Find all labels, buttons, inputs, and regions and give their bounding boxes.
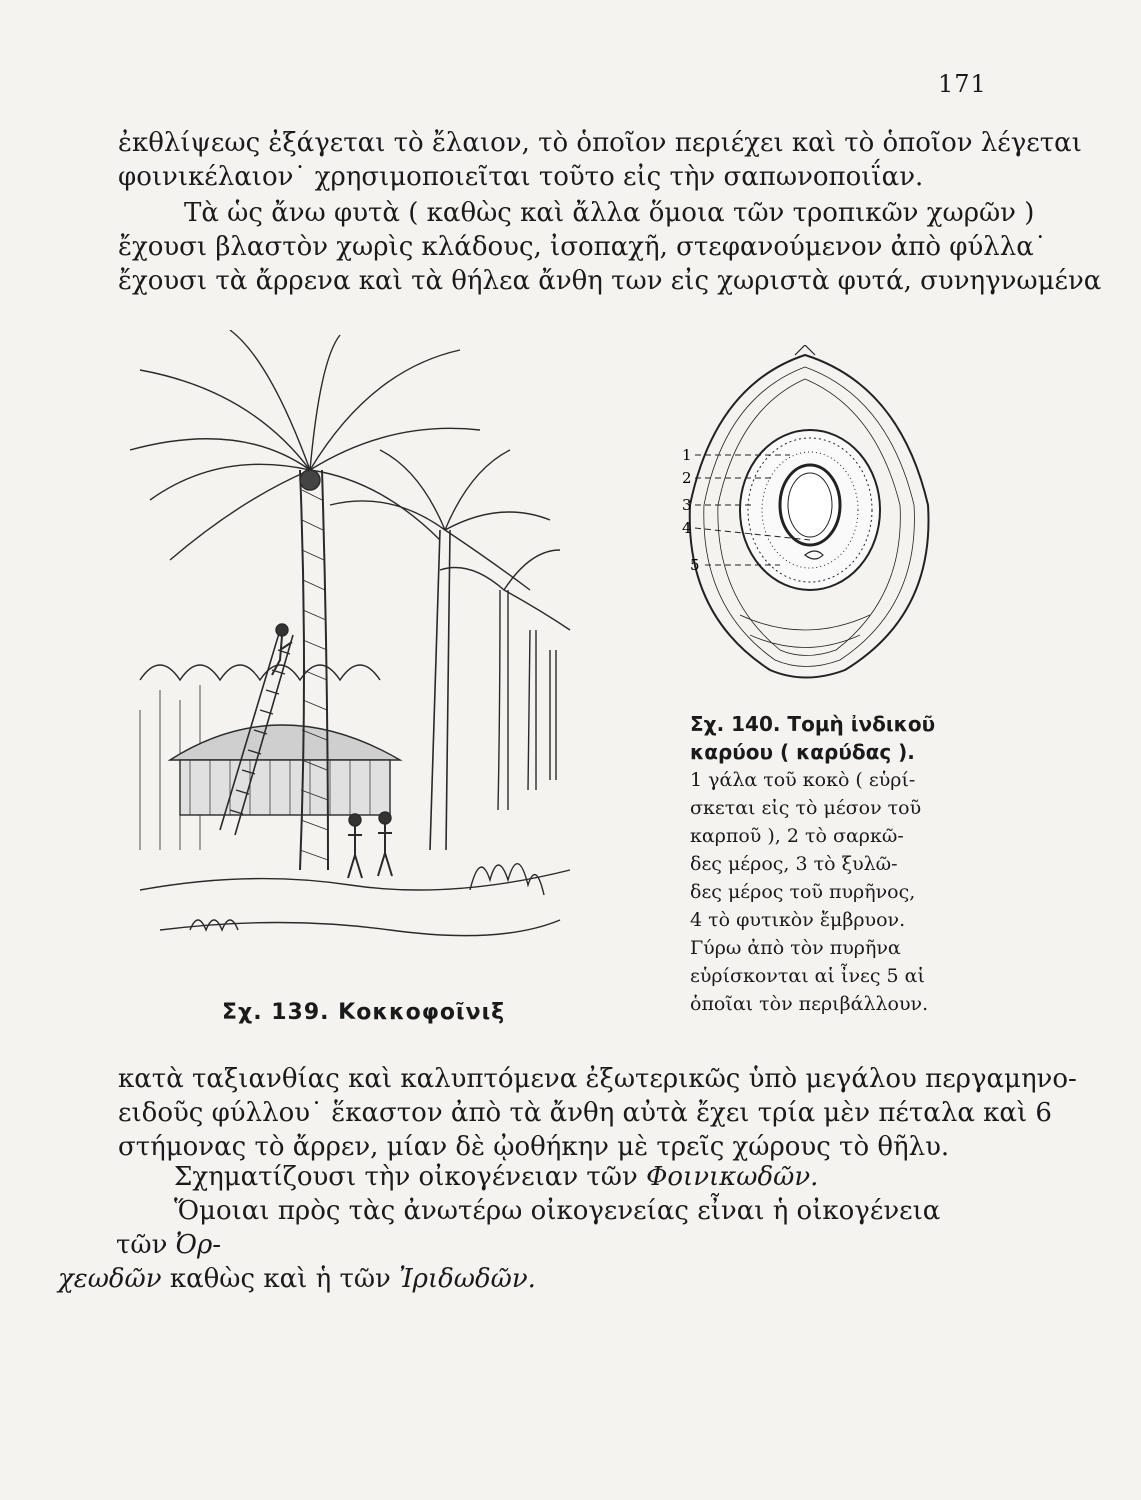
paragraph-2 — [118, 196, 1102, 298]
caption-line: 4 τὸ φυτικὸν ἔμβρυον. — [690, 909, 906, 931]
palm-tree-illustration — [130, 330, 580, 980]
text-run: Σχηματίζουσι τὴν οἰκογένειαν τῶν — [174, 1162, 647, 1192]
coconut-label-3: 3 — [682, 496, 692, 514]
caption-line: 1 γάλα τοῦ κοκὸ ( εὑρί- — [690, 769, 916, 791]
coconut-label-2: 2 — [682, 469, 692, 487]
text-run: Ὅμοιαι πρὸς τὰς ἀνωτέρω οἰκογενείας εἶναι ἡ οἰκογένεια τῶν — [116, 1196, 941, 1260]
caption-line: δες μέρος, 3 τὸ ξυλῶ- — [690, 853, 898, 875]
figure-139-caption: Σχ. 139. Κοκκοφοῖνιξ — [222, 1000, 506, 1025]
text-line: ἔχουσι τὰ ἄρρενα καὶ τὰ θήλεα ἄνθη των εἰς χωριστὰ φυτά, συνηγνωμένα — [118, 266, 1102, 296]
text-run: καθὼς καὶ ἡ τῶν — [161, 1264, 400, 1294]
coconut-label-4: 4 — [682, 519, 692, 537]
text-line: ειδοῦς φύλλου˙ ἕκαστον ἀπὸ τὰ ἄνθη αὐτὰ ἔχει τρία μὲν πέταλα καὶ 6 — [118, 1098, 1052, 1128]
family-name: Φοινικωδῶν. — [646, 1162, 819, 1192]
coconut-label-1: 1 — [682, 446, 692, 464]
page-number: 171 — [938, 70, 987, 98]
figure-140-caption — [690, 710, 950, 1018]
caption-line: σκεται εἰς τὸ μέσον τοῦ — [690, 797, 922, 819]
caption-line: δες μέρος τοῦ πυρῆνος, — [690, 881, 916, 903]
paragraph-1 — [118, 126, 1082, 194]
text-line: στήμονας τὸ ἄρρεν, μίαν δὲ ᾠοθήκην μὲ τρεῖς χώρους τὸ θῆλυ. — [118, 1132, 950, 1162]
paragraph-3 — [118, 1062, 1077, 1164]
coconut-label-5: 5 — [690, 556, 700, 574]
text-line: ἐκθλίψεως ἐξάγεται τὸ ἔλαιον, τὸ ὁποῖον περιέχει καὶ τὸ ὁποῖον λέγεται — [118, 128, 1082, 158]
figure-140-title-cont: καρύου ( καρύδας ). — [690, 740, 915, 764]
text-line: κατὰ ταξιανθίας καὶ καλυπτόμενα ἐξωτερικῶς ὑπὸ μεγάλου περγαμηνο- — [118, 1064, 1077, 1094]
figure-140-title: Σχ. 140. Τομὴ ἰνδικοῦ — [690, 712, 936, 736]
caption-line: Γύρω ἀπὸ τὸν πυρῆνα — [690, 937, 901, 959]
text-line: φοινικέλαιον˙ χρησιμοποιεῖται τοῦτο εἰς τὴν σαπωνοποιΐαν. — [118, 162, 924, 192]
coconut-section-illustration — [660, 345, 950, 685]
family-name: Ἰριδωδῶν. — [399, 1264, 536, 1294]
paragraph-5 — [58, 1194, 976, 1296]
family-name: Ὀρ- — [175, 1230, 222, 1260]
caption-line: εὑρίσκονται αἱ ἶνες 5 αἱ — [690, 965, 925, 987]
caption-line: καρποῦ ), 2 τὸ σαρκῶ- — [690, 825, 904, 847]
text-line: Τὰ ὡς ἄνω φυτὰ ( καθὼς καὶ ἄλλα ὅμοια τῶν τροπικῶν χωρῶν ) — [184, 198, 1035, 228]
text-line: ἔχουσι βλαστὸν χωρὶς κλάδους, ἰσοπαχῆ, στεφανούμενον ἀπὸ φύλλα˙ — [118, 232, 1047, 262]
caption-line: ὁποῖαι τὸν περιβάλλουν. — [690, 993, 929, 1015]
paragraph-4 — [116, 1160, 976, 1194]
family-name: χεωδῶν — [58, 1264, 162, 1294]
